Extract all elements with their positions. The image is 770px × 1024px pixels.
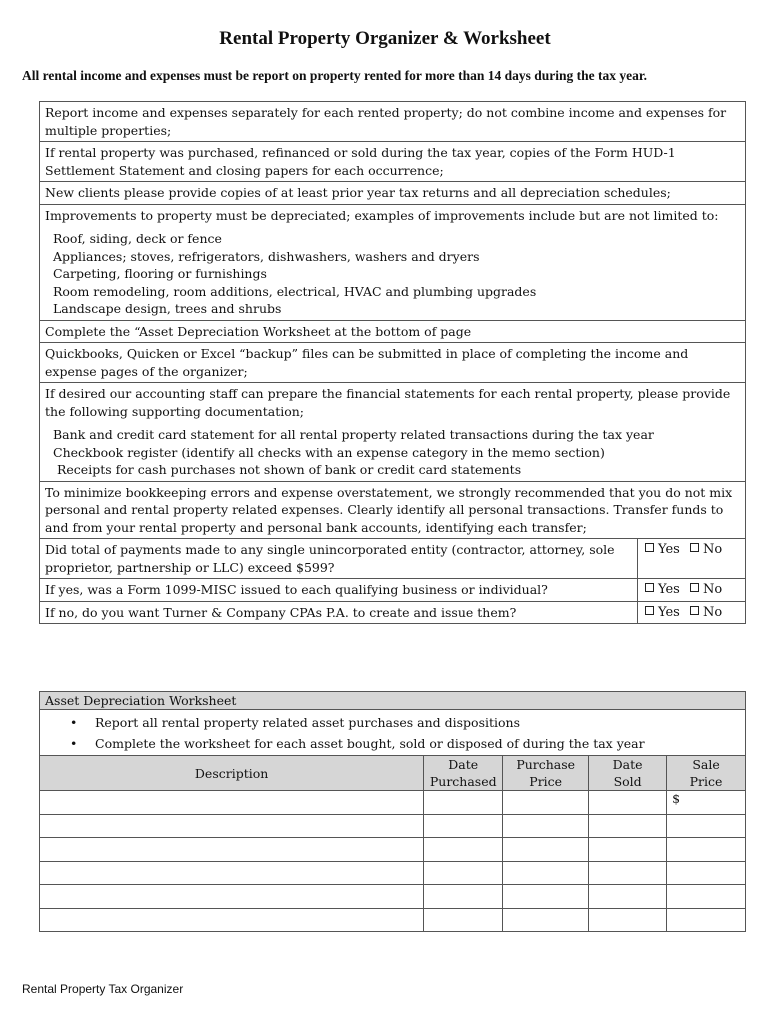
no-checkbox[interactable] xyxy=(690,583,699,592)
cell-purchase-price[interactable] xyxy=(503,908,589,932)
question-create-1099: If no, do you want Turner & Company CPAs P.A. to create and issue them? xyxy=(40,601,638,624)
cell-date-sold[interactable] xyxy=(589,861,667,885)
col-purchase-price xyxy=(503,756,589,791)
instruction-backup-files: Quickbooks, Quicken or Excel “backup” files can be submitted in place of completing the income and expense pages of the organizer; xyxy=(40,343,746,383)
no-label: No xyxy=(702,604,723,620)
cell-purchase-price[interactable] xyxy=(503,814,589,838)
no-checkbox[interactable] xyxy=(690,606,699,615)
bullet-text: Complete the worksheet for each asset bought, sold or disposed of during the tax year xyxy=(95,736,645,751)
worksheet-bullet xyxy=(70,712,740,733)
col-date-sold-line2: Sold xyxy=(613,774,642,789)
cell-date-sold[interactable] xyxy=(589,814,667,838)
col-date-sold xyxy=(589,756,667,791)
instruction-row xyxy=(40,383,746,482)
col-description: Description xyxy=(40,756,424,791)
documentation-item: Bank and credit card statement for all rental property related transactions during the tax year xyxy=(53,427,654,442)
cell-sale-price[interactable] xyxy=(667,791,746,815)
cell-date-purchased[interactable] xyxy=(424,814,503,838)
instruction-row xyxy=(40,142,746,182)
page-footer: Rental Property Tax Organizer xyxy=(22,982,184,996)
worksheet-column-headers xyxy=(40,756,746,791)
page-title: Rental Property Organizer & Worksheet xyxy=(219,28,551,49)
cell-sale-price[interactable] xyxy=(667,885,746,909)
col-sale-price xyxy=(667,756,746,791)
improvement-item: Room remodeling, room additions, electrical, HVAC and plumbing upgrades xyxy=(53,283,537,299)
worksheet-row xyxy=(40,861,746,885)
col-date-purchased xyxy=(424,756,503,791)
cell-purchase-price[interactable] xyxy=(503,885,589,909)
instruction-hud1: If rental property was purchased, refinanced or sold during the tax year, copies of the Form HUD-1 Settlement Statement and closing papers for each occurrence; xyxy=(40,142,746,182)
instruction-separate-properties: Report income and expenses separately for each rented property; do not combine income and expenses for multiple properties; xyxy=(40,102,746,142)
col-purchase-price-line1: Purchase xyxy=(516,757,576,772)
question-row xyxy=(40,579,746,602)
documentation-item: Checkbook register (identify all checks with an expense category in the memo section) xyxy=(53,444,605,460)
yes-no-choice xyxy=(638,579,746,602)
currency-symbol: $ xyxy=(672,791,681,806)
worksheet-row xyxy=(40,791,746,815)
question-payments-exceed: Did total of payments made to any single unincorporated entity (contractor, attorney, sole proprietor, partnership or LLC) exceed $599? xyxy=(40,539,638,579)
cell-purchase-price[interactable] xyxy=(503,791,589,815)
worksheet-heading: Asset Depreciation Worksheet xyxy=(40,692,746,710)
col-date-purchased-line2: Purchased xyxy=(429,774,497,789)
cell-date-purchased[interactable] xyxy=(424,861,503,885)
instruction-bookkeeping: To minimize bookkeeping errors and expense overstatement, we strongly recommended that you do not mix personal and rental property related expenses. Clearly identify all personal transactions. Transfer funds to and from your rental property and personal bank accounts, identifying each transfer; xyxy=(40,481,746,539)
yes-checkbox[interactable] xyxy=(645,583,654,592)
no-checkbox[interactable] xyxy=(690,543,699,552)
improvement-item: Roof, siding, deck or fence xyxy=(53,231,222,246)
yes-label: Yes xyxy=(658,582,680,597)
improvement-item: Appliances; stoves, refrigerators, dishwashers, washers and dryers xyxy=(53,248,480,264)
financial-statements-intro: If desired our accounting staff can prepare the financial statements for each rental property, please provide the following supporting documentation; xyxy=(45,386,731,419)
cell-date-purchased[interactable] xyxy=(424,791,503,815)
no-label: No xyxy=(702,542,723,557)
instruction-improvements xyxy=(40,204,746,320)
question-row xyxy=(40,601,746,624)
cell-description[interactable] xyxy=(40,814,424,838)
instruction-row xyxy=(40,182,746,205)
instruction-row xyxy=(40,481,746,539)
asset-depreciation-worksheet xyxy=(39,691,746,932)
bullet-text: Report all rental property related asset purchases and dispositions xyxy=(95,715,521,730)
cell-date-purchased[interactable] xyxy=(424,908,503,932)
cell-description[interactable] xyxy=(40,885,424,909)
improvement-item: Carpeting, flooring or furnishings xyxy=(53,266,267,281)
col-date-sold-line1: Date xyxy=(612,757,643,772)
cell-sale-price[interactable] xyxy=(667,861,746,885)
cell-sale-price[interactable] xyxy=(667,908,746,932)
yes-checkbox[interactable] xyxy=(645,606,654,615)
cell-description[interactable] xyxy=(40,791,424,815)
improvement-item: Landscape design, trees and shrubs xyxy=(53,301,282,316)
instructions-table xyxy=(39,101,746,624)
bullet-icon: • xyxy=(70,736,78,751)
cell-date-purchased[interactable] xyxy=(424,885,503,909)
yes-label: Yes xyxy=(658,604,680,620)
instruction-financial-statements xyxy=(40,383,746,482)
worksheet-row xyxy=(40,908,746,932)
cell-sale-price[interactable] xyxy=(667,838,746,862)
worksheet-row xyxy=(40,814,746,838)
worksheet-row xyxy=(40,885,746,909)
instruction-row xyxy=(40,343,746,383)
col-sale-price-line1: Sale xyxy=(692,757,720,772)
col-purchase-price-line2: Price xyxy=(529,774,563,789)
documentation-item: Receipts for cash purchases not shown of bank or credit card statements xyxy=(57,462,522,477)
bullet-icon: • xyxy=(70,715,78,730)
instruction-complete-worksheet: Complete the “Asset Depreciation Worksheet at the bottom of page xyxy=(40,320,746,343)
instruction-row xyxy=(40,320,746,343)
col-date-purchased-line1: Date xyxy=(448,757,479,772)
yes-no-choice xyxy=(638,601,746,624)
question-1099-issued: If yes, was a Form 1099-MISC issued to each qualifying business or individual? xyxy=(40,579,638,602)
worksheet-heading-row xyxy=(40,692,746,710)
worksheet-bullets-row xyxy=(40,710,746,756)
improvements-intro: Improvements to property must be depreciated; examples of improvements include but are not limited to: xyxy=(45,207,719,223)
instruction-new-clients: New clients please provide copies of at least prior year tax returns and all depreciation schedules; xyxy=(40,182,746,205)
instruction-row xyxy=(40,102,746,142)
yes-checkbox[interactable] xyxy=(645,543,654,552)
yes-label: Yes xyxy=(658,542,680,557)
instruction-row xyxy=(40,204,746,320)
worksheet-row xyxy=(40,838,746,862)
cell-sale-price[interactable] xyxy=(667,814,746,838)
cell-date-purchased[interactable] xyxy=(424,838,503,862)
cell-date-sold[interactable] xyxy=(589,791,667,815)
col-sale-price-line2: Price xyxy=(689,774,723,789)
cell-description[interactable] xyxy=(40,908,424,932)
worksheet-bullet xyxy=(70,733,740,754)
question-row xyxy=(40,539,746,579)
cell-description[interactable] xyxy=(40,861,424,885)
cell-purchase-price[interactable] xyxy=(503,861,589,885)
cell-date-sold[interactable] xyxy=(589,908,667,932)
page-subtitle: All rental income and expenses must be report on property rented for more than 14 days during the tax year. xyxy=(22,68,647,83)
yes-no-choice xyxy=(638,539,746,579)
no-label: No xyxy=(702,582,723,597)
worksheet-bullets xyxy=(40,710,746,756)
cell-purchase-price[interactable] xyxy=(503,838,589,862)
cell-description[interactable] xyxy=(40,838,424,862)
cell-date-sold[interactable] xyxy=(589,885,667,909)
cell-date-sold[interactable] xyxy=(589,838,667,862)
